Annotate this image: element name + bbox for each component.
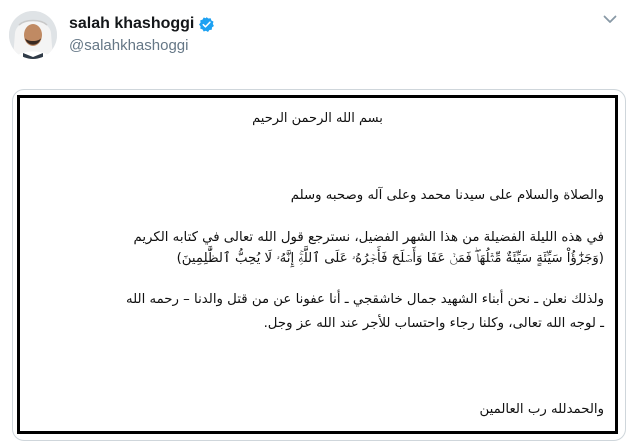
announcement-line-1: ولذلك نعلن ـ نحن أبناء الشهيد جمال خاشقجي ـ أنا عفونا عن من قتل والدنا – رحمه الله: [125, 292, 604, 307]
chevron-down-icon: [603, 15, 617, 24]
avatar-image: [9, 11, 57, 59]
display-name[interactable]: salah khashoggi: [69, 15, 195, 32]
tweet-menu-button[interactable]: [601, 12, 619, 26]
verified-badge-icon: [198, 16, 215, 33]
salutation-line: والصلاة والسلام على سيدنا محمد وعلى آله وصحبه وسلم: [290, 188, 604, 203]
statement-document: [17, 95, 618, 434]
closing-line: والحمدلله رب العالمين: [479, 402, 604, 417]
intro-line: في هذه الليلة الفضيلة من هذا الشهر الفضيل، نسترجع قول الله تعالى في كتابه الكريم: [133, 230, 604, 245]
display-name-row: [69, 14, 215, 34]
announcement-line-2: ـ لوجه الله تعالى، وكلنا رجاء واحتساب للأجر عند الله عز وجل.: [263, 316, 604, 331]
quran-verse: (وَجَزَٰٓؤُاْ سَيِّئَةٍ سَيِّئَةٌ مِّثۡلُهَاۖ فَمَنۡ عَفَا وَأَصۡلَحَ فَأَجۡرُهُۥ عَلَى ٱللَّهِۚ إِنَّهُۥ لَا يُحِبُّ ٱلظَّٰلِمِينَ): [176, 251, 604, 266]
tweet-header: [0, 0, 634, 80]
basmala-heading: بسم الله الرحمن الرحيم: [252, 111, 383, 126]
tweet-media-image[interactable]: [12, 89, 626, 441]
user-handle[interactable]: @salahkhashoggi: [69, 37, 189, 54]
avatar[interactable]: [9, 11, 57, 59]
